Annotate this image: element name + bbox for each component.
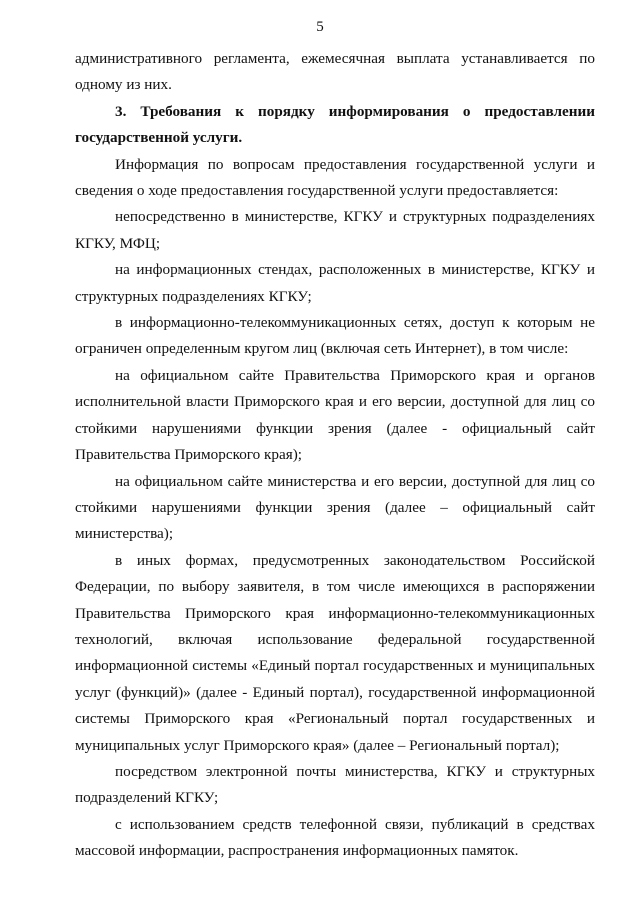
paragraph: в информационно-телекоммуникационных сетях, доступ к которым не ограничен определенным кругом лиц (включая сеть Интернет), в том числе: [75, 314, 595, 358]
paragraph: в иных формах, предусмотренных законодательством Российской Федерации, по выбору заявителя, в том числе имеющихся в распоряжении Правительства Приморского края информационно-телекоммуникационных технологий, включая использование федеральной государственной информационной системы «Единый портал государственных и муниципальных услуг (функций)» (далее - Единый портал), государственной информационной системы Приморского края «Региональный портал государственных и муниципальных услуг Приморского края» (далее – Региональный портал); [75, 551, 595, 754]
paragraph: с использованием средств телефонной связи, публикаций в средствах массовой информации, распространения информационных памяток. [75, 815, 595, 860]
section-heading: 3. Требования к порядку информирования о предоставлении государственной услуги. [75, 102, 595, 147]
paragraph-continuation: административного регламента, ежемесячная выплата устанавливается по одному из них. [75, 50, 595, 94]
paragraph: непосредственно в министерстве, КГКУ и структурных подразделениях КГКУ, МФЦ; [75, 208, 595, 252]
paragraph: на официальном сайте Правительства Приморского края и органов исполнительной власти Приморского края и его версии, доступной для лиц со стойкими нарушениями функции зрения (далее - официальный сайт Правительства Приморского края); [75, 366, 595, 464]
paragraph: на официальном сайте министерства и его версии, доступной для лиц со стойкими нарушениями функции зрения (далее – официальный сайт министерства); [75, 472, 595, 543]
page-number: 5 [316, 19, 324, 35]
paragraph: посредством электронной почты министерства, КГКУ и структурных подразделений КГКУ; [75, 762, 595, 807]
document-body [75, 46, 595, 865]
paragraph: Информация по вопросам предоставления государственной услуги и сведения о ходе предоставления государственной услуги предоставляется: [75, 155, 595, 200]
paragraph: на информационных стендах, расположенных в министерстве, КГКУ и структурных подразделениях КГКУ; [75, 261, 595, 305]
